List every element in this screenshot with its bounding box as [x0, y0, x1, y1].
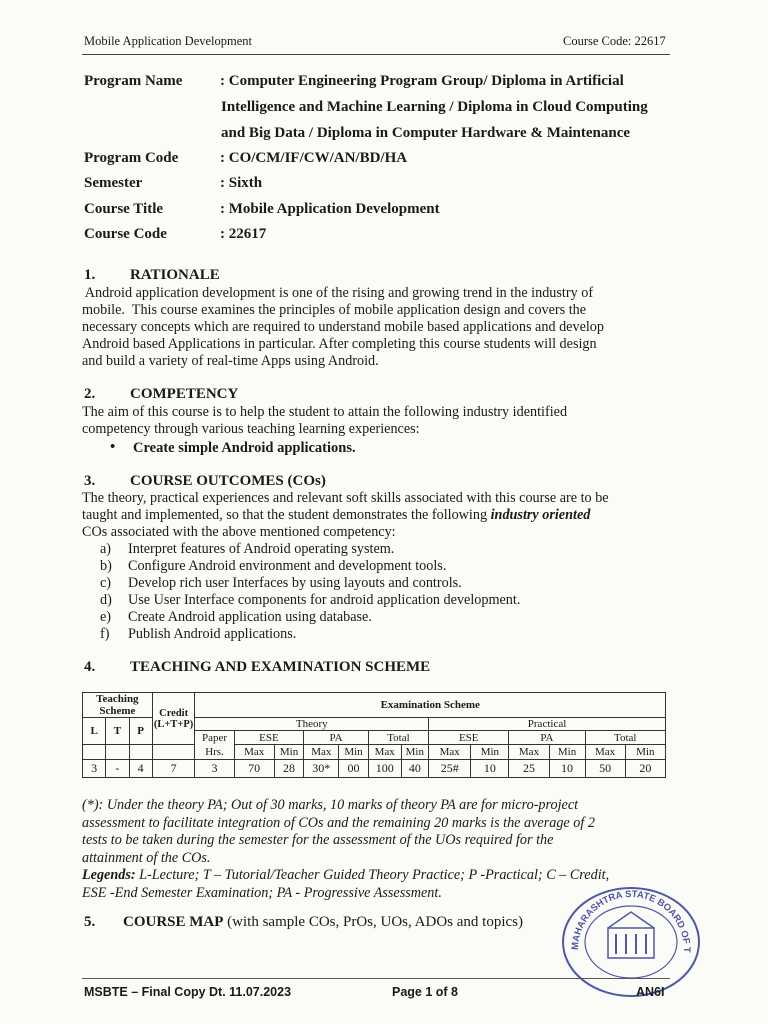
footer-rule	[82, 978, 670, 979]
rationale-line: Android based Applications in particular. After completing this course students will design	[82, 336, 597, 352]
outcome-marker: e)	[100, 609, 112, 625]
course-title-value: : Mobile Application Development	[220, 201, 440, 217]
min-header: Min	[471, 745, 509, 760]
outcomes-paragraph	[82, 490, 668, 541]
outcome-marker: d)	[100, 592, 112, 608]
table-cell: 100	[368, 760, 401, 778]
rationale-line: and build a variety of real-time Apps using Android.	[82, 353, 379, 369]
program-code-label: Program Code	[84, 150, 179, 166]
section-4-number: 4.	[84, 659, 96, 675]
outcome-text: Create Android application using database.	[128, 609, 372, 625]
section-3-number: 3.	[84, 473, 96, 489]
outcome-list	[100, 541, 520, 643]
course-code-value: : 22617	[220, 226, 267, 242]
max-header: Max	[234, 745, 274, 760]
practical-pa-header: PA	[509, 731, 585, 745]
exam-scheme-table	[82, 692, 666, 778]
note-line: assessment to facilitate integration of COs and the remaining 20 marks is the average of 2	[82, 814, 595, 831]
rationale-paragraph	[82, 285, 668, 370]
section-1-title: RATIONALE	[130, 267, 220, 283]
outcome-text: Develop rich user Interfaces by using layouts and controls.	[128, 575, 462, 591]
rationale-line: mobile. This course examines the principles of mobile application design and covers the	[82, 302, 587, 318]
practical-ese-header: ESE	[429, 731, 509, 745]
msbte-stamp	[556, 880, 706, 1000]
table-cell: 50	[585, 760, 625, 778]
rationale-line: necessary concepts which are required to understand mobile based applications and develop	[82, 319, 604, 335]
outcome-text: Use User Interface components for android application development.	[128, 592, 521, 608]
table-cell: 20	[625, 760, 665, 778]
section-2-number: 2.	[84, 386, 96, 402]
outcome-marker: c)	[100, 575, 112, 591]
table-cell: 28	[274, 760, 304, 778]
running-header-course-code: Course Code: 22617	[563, 34, 666, 48]
competency-bullet: Create simple Android applications.	[133, 440, 356, 456]
outcome-text: Publish Android applications.	[128, 626, 297, 642]
max-header: Max	[429, 745, 471, 760]
section-5-subtitle: (with sample COs, PrOs, UOs, ADOs and topics)	[223, 914, 523, 930]
table-cell: 25	[509, 760, 549, 778]
industry-oriented-emphasis: industry oriented	[490, 507, 591, 523]
outcomes-line	[82, 507, 668, 524]
max-header: Max	[585, 745, 625, 760]
section-4-title: TEACHING AND EXAMINATION SCHEME	[130, 659, 431, 675]
footer-copy-date: MSBTE – Final Copy Dt. 11.07.2023	[84, 985, 292, 999]
min-header: Min	[549, 745, 585, 760]
outcome-text: Interpret features of Android operating system.	[128, 541, 395, 557]
legend-label: Legends:	[82, 867, 136, 883]
empty-cell	[152, 745, 195, 760]
theory-pa-header: PA	[304, 731, 368, 745]
section-5-heading	[84, 914, 523, 931]
theory-ese-header: ESE	[234, 731, 304, 745]
practical-header: Practical	[429, 718, 666, 731]
outcomes-line-text: taught and implemented, so that the student demonstrates the following	[82, 507, 491, 523]
min-header: Min	[339, 745, 369, 760]
course-title-label: Course Title	[84, 201, 164, 217]
competency-paragraph	[82, 404, 668, 438]
p-header: P	[129, 718, 152, 745]
outcomes-line: COs associated with the above mentioned competency:	[82, 524, 396, 540]
l-header: L	[83, 718, 106, 745]
min-header: Min	[401, 745, 428, 760]
table-cell: 70	[234, 760, 274, 778]
program-name-line3: and Big Data / Diploma in Computer Hardware & Maintenance	[221, 125, 631, 141]
program-code-value: : CO/CM/IF/CW/AN/BD/HA	[220, 150, 408, 166]
rationale-line: Android application development is one of the rising and growing trend in the industry of	[82, 285, 594, 301]
note-line: attainment of the COs.	[82, 849, 211, 866]
outcome-item	[100, 609, 520, 626]
outcome-marker: f)	[100, 626, 110, 642]
table-cell: 10	[471, 760, 509, 778]
running-header-title: Mobile Application Development	[84, 34, 253, 48]
competency-line: competency through various teaching learning experiences:	[82, 421, 420, 437]
max-header: Max	[509, 745, 549, 760]
semester-label: Semester	[84, 175, 143, 191]
max-header: Max	[368, 745, 401, 760]
semester-value: : Sixth	[220, 175, 263, 191]
stamp-text: MAHARASHTRA STATE BOARD OF T	[569, 888, 693, 953]
credit-header: Credit (L+T+P)	[152, 693, 195, 745]
empty-cell	[106, 745, 129, 760]
max-header: Max	[304, 745, 339, 760]
practical-total-header: Total	[585, 731, 665, 745]
t-header: T	[106, 718, 129, 745]
section-2-title: COMPETENCY	[130, 386, 239, 402]
teaching-scheme-header: Teaching Scheme	[83, 693, 153, 718]
theory-total-header: Total	[368, 731, 428, 745]
outcome-marker: a)	[100, 541, 112, 557]
table-cell: 30*	[304, 760, 339, 778]
bullet-icon: •	[110, 439, 116, 455]
outcome-marker: b)	[100, 558, 112, 574]
course-code-label: Course Code	[84, 226, 167, 242]
outcome-item	[100, 575, 520, 592]
theory-header: Theory	[195, 718, 429, 731]
min-header: Min	[625, 745, 665, 760]
outcome-item	[100, 541, 520, 558]
table-cell: 3	[195, 760, 234, 778]
section-5-title: COURSE MAP	[123, 914, 224, 930]
table-cell: 10	[549, 760, 585, 778]
legend-text: L-Lecture; T – Tutorial/Teacher Guided Theory Practice; P -Practical; C – Credit,	[135, 867, 610, 883]
program-name-label: Program Name	[84, 73, 183, 89]
outcome-item	[100, 592, 520, 609]
empty-cell	[129, 745, 152, 760]
section-3-title: COURSE OUTCOMES (COs)	[130, 473, 326, 489]
header-rule	[82, 54, 670, 55]
program-name-line1: : Computer Engineering Program Group/ Diploma in Artificial	[220, 73, 624, 89]
table-cell: 4	[129, 760, 152, 778]
outcome-item	[100, 626, 520, 643]
empty-cell	[83, 745, 106, 760]
competency-line: The aim of this course is to help the student to attain the following industry identified	[82, 404, 568, 420]
table-cell: 7	[152, 760, 195, 778]
legend-line: ESE -End Semester Examination; PA - Progressive Assessment.	[82, 884, 442, 901]
footer-code: AN6I	[636, 985, 665, 999]
exam-scheme-header: Examination Scheme	[195, 693, 666, 718]
outcomes-line: The theory, practical experiences and relevant soft skills associated with this course are to be	[82, 490, 609, 506]
table-cell: -	[106, 760, 129, 778]
outcome-item	[100, 558, 520, 575]
note-line: tests to be taken during the semester for the assessment of the UOs required for the	[82, 832, 554, 848]
outcome-text: Configure Android environment and development tools.	[128, 558, 447, 574]
program-name-line2: Intelligence and Machine Learning / Diploma in Cloud Computing	[221, 99, 648, 115]
section-5-number: 5.	[84, 914, 96, 930]
table-cell: 3	[83, 760, 106, 778]
paper-header: Paper	[195, 731, 234, 745]
table-cell: 40	[401, 760, 428, 778]
min-header: Min	[274, 745, 304, 760]
table-cell: 25#	[429, 760, 471, 778]
footer-page-number: Page 1 of 8	[392, 985, 458, 999]
hrs-header: Hrs.	[195, 745, 234, 760]
table-cell: 00	[339, 760, 369, 778]
note-line: (*): Under the theory PA; Out of 30 marks, 10 marks of theory PA are for micro-project	[82, 797, 579, 813]
section-1-number: 1.	[84, 267, 96, 283]
